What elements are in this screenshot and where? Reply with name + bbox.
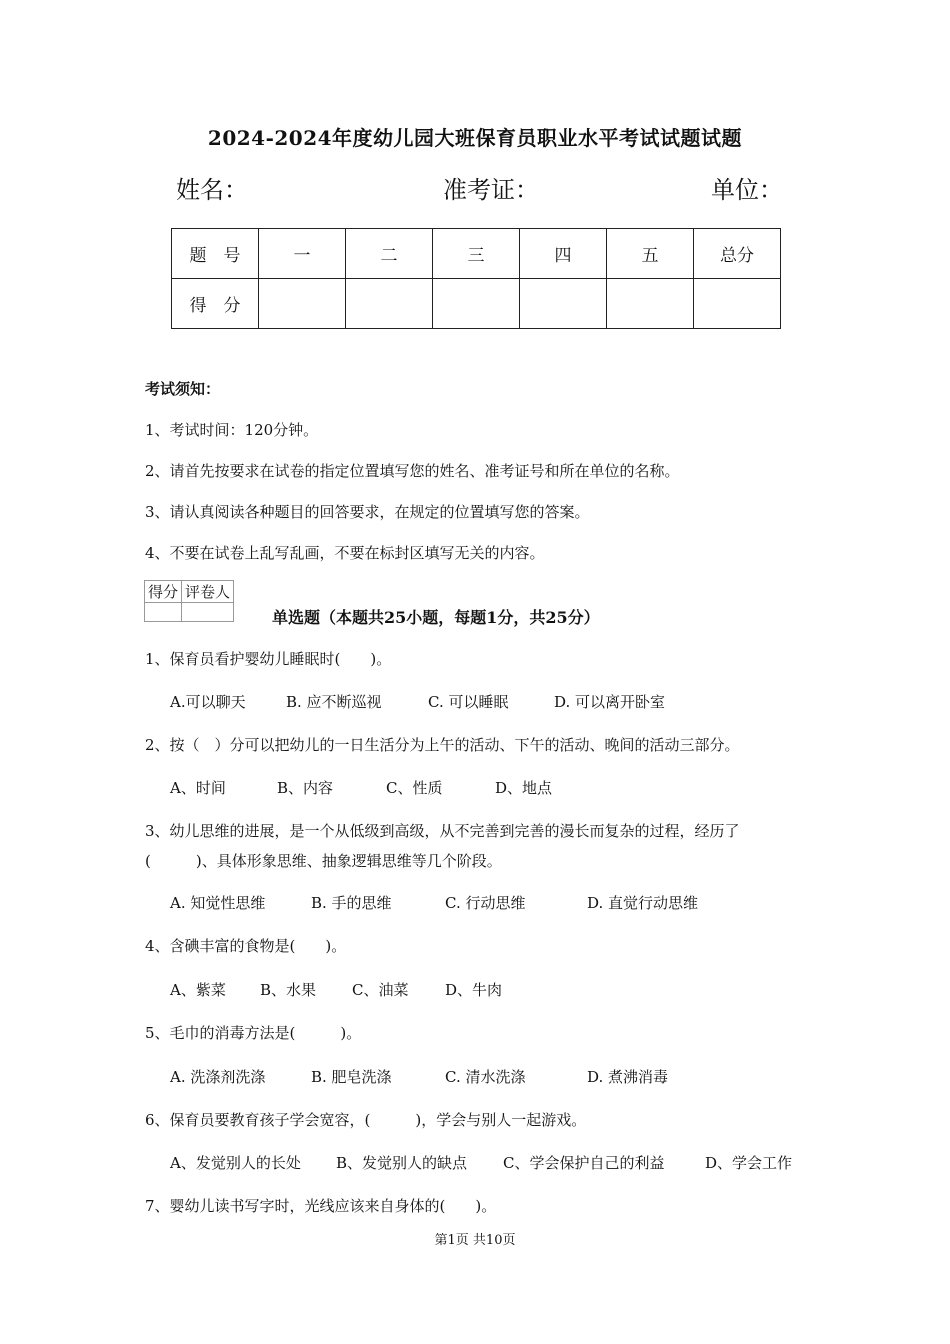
notice-item: 3、请认真阅读各种题目的回答要求，在规定的位置填写您的答案。: [145, 503, 590, 521]
exam-id-field-label: 准考证：: [443, 176, 539, 204]
question-2-option[interactable]: B、内容: [277, 779, 334, 797]
question-4-option[interactable]: C、油菜: [352, 981, 409, 999]
question-3-text-continued: ( )、具体形象思维、抽象逻辑思维等几个阶段。: [145, 852, 502, 870]
page-footer: 第1页 共10页: [434, 1233, 516, 1248]
score-table-header-row: [172, 229, 781, 279]
question-1-text: 1、保育员看护婴幼儿睡眠时( )。: [145, 650, 392, 668]
page-title: 2024-2024年度幼儿园大班保育员职业水平考试试题试题: [207, 126, 743, 150]
score-table: [171, 228, 781, 329]
question-4-text: 4、含碘丰富的食物是( )。: [145, 937, 347, 955]
score-input-cell[interactable]: [346, 279, 433, 329]
score-input-cell[interactable]: [607, 279, 694, 329]
score-table-cell: 题 号: [172, 229, 259, 279]
grader-score-cell[interactable]: [145, 603, 182, 622]
score-input-cell[interactable]: [694, 279, 781, 329]
question-7-text: 7、婴幼儿读书写字时，光线应该来自身体的( )。: [145, 1197, 497, 1215]
question-5-option[interactable]: A. 洗涤剂洗涤: [170, 1068, 266, 1086]
question-3-option[interactable]: B. 手的思维: [311, 894, 392, 912]
notice-item: 4、不要在试卷上乱写乱画，不要在标封区填写无关的内容。: [145, 544, 545, 562]
grader-name-label: 评卷人: [182, 581, 234, 603]
question-3-option[interactable]: A. 知觉性思维: [170, 894, 266, 912]
score-input-cell[interactable]: [520, 279, 607, 329]
question-4-option[interactable]: D、牛肉: [445, 981, 503, 999]
grader-box: [144, 580, 234, 622]
grader-name-cell[interactable]: [182, 603, 234, 622]
question-4-option[interactable]: A、紫菜: [170, 981, 226, 999]
question-5-option[interactable]: D. 煮沸消毒: [587, 1068, 669, 1086]
question-2-option[interactable]: D、地点: [495, 779, 553, 797]
question-2-option[interactable]: A、时间: [170, 779, 226, 797]
score-table-score-row: [172, 279, 781, 329]
question-4-option[interactable]: B、水果: [260, 981, 317, 999]
notice-item: 2、请首先按要求在试卷的指定位置填写您的姓名、准考证号和所在单位的名称。: [145, 462, 680, 480]
question-3-option[interactable]: D. 直觉行动思维: [587, 894, 699, 912]
score-table-cell: 一: [259, 229, 346, 279]
question-6-option[interactable]: D、学会工作: [705, 1154, 793, 1172]
score-table-cell: 总分: [694, 229, 781, 279]
grader-score-label: 得分: [145, 581, 182, 603]
score-table-cell: 三: [433, 229, 520, 279]
notice-item: 1、考试时间：120分钟。: [145, 421, 319, 439]
score-table-cell: 四: [520, 229, 607, 279]
question-2-text: 2、按（ ）分可以把幼儿的一日生活分为上午的活动、下午的活动、晚间的活动三部分。: [145, 736, 740, 754]
score-row-label: 得 分: [172, 279, 259, 329]
question-6-text: 6、保育员要教育孩子学会宽容，( )，学会与别人一起游戏。: [145, 1111, 587, 1129]
name-field-label: 姓名：: [176, 176, 248, 204]
question-3-option[interactable]: C. 行动思维: [445, 894, 526, 912]
question-3-text: 3、幼儿思维的进展，是一个从低级到高级，从不完善到完善的漫长而复杂的过程，经历了: [145, 822, 740, 840]
score-table-cell: 五: [607, 229, 694, 279]
question-6-option[interactable]: A、发觉别人的长处: [170, 1154, 301, 1172]
section-title: 单选题（本题共25小题，每题1分，共25分）: [272, 608, 600, 627]
question-1-option[interactable]: C. 可以睡眠: [428, 693, 509, 711]
question-5-text: 5、毛巾的消毒方法是( )。: [145, 1024, 362, 1042]
score-input-cell[interactable]: [259, 279, 346, 329]
question-5-option[interactable]: B. 肥皂洗涤: [311, 1068, 392, 1086]
score-table-cell: 二: [346, 229, 433, 279]
question-1-option[interactable]: D. 可以离开卧室: [554, 693, 666, 711]
notice-heading: 考试须知：: [145, 380, 221, 398]
question-2-option[interactable]: C、性质: [386, 779, 443, 797]
question-1-option[interactable]: B. 应不断巡视: [286, 693, 382, 711]
question-6-option[interactable]: B、发觉别人的缺点: [336, 1154, 468, 1172]
question-6-option[interactable]: C、学会保护自己的利益: [503, 1154, 665, 1172]
question-5-option[interactable]: C. 清水洗涤: [445, 1068, 526, 1086]
unit-field-label: 单位：: [711, 176, 783, 204]
score-input-cell[interactable]: [433, 279, 520, 329]
question-1-option[interactable]: A.可以聊天: [170, 693, 246, 711]
